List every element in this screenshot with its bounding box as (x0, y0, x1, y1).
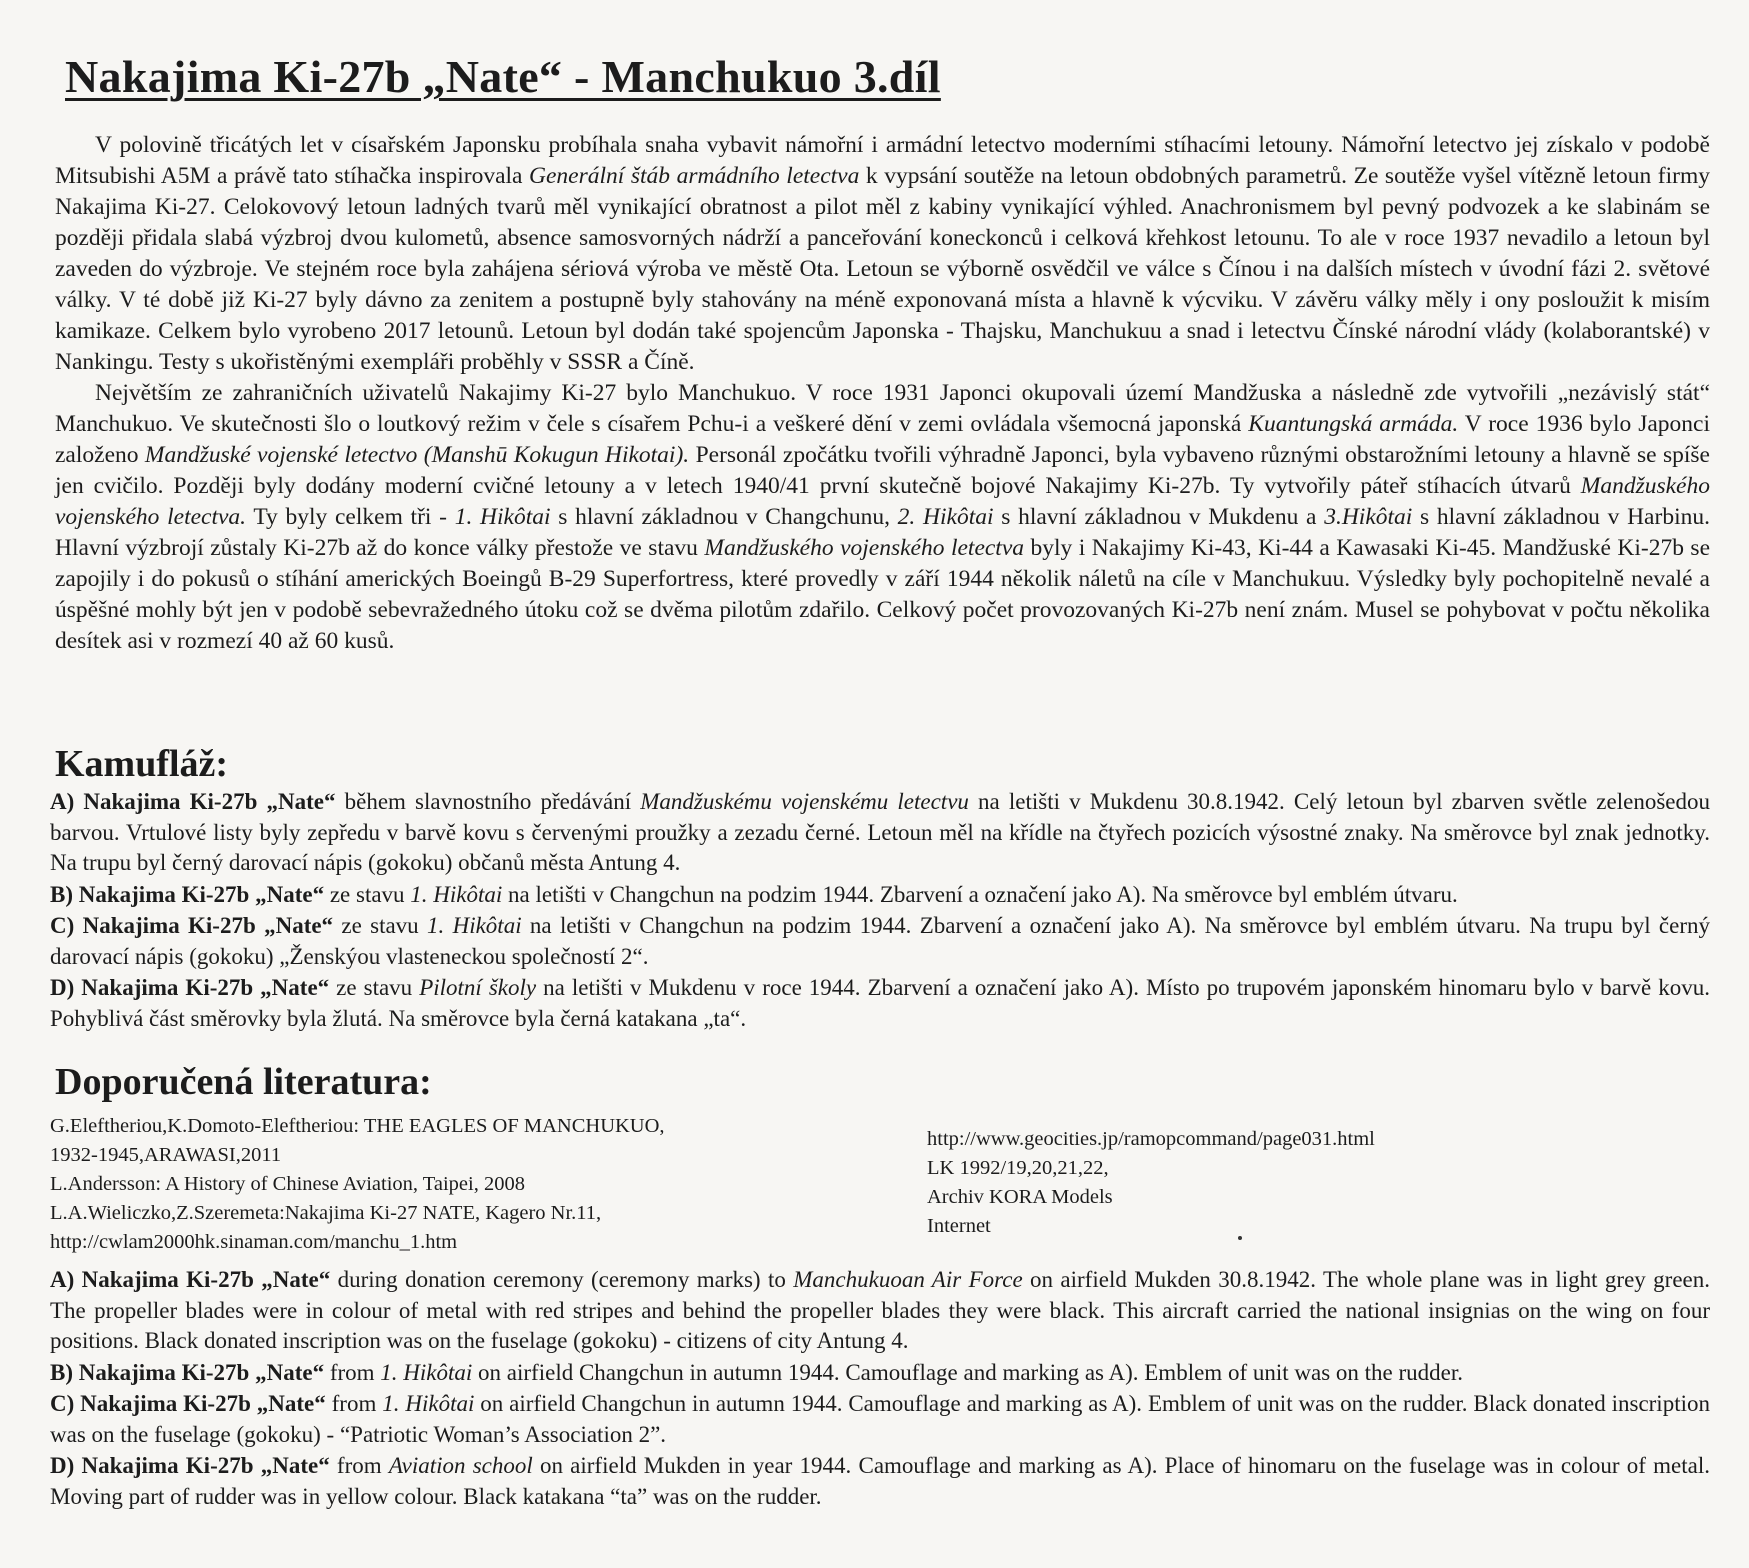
literature-entry: L.Andersson: A History of Chinese Aviation, Taipei, 2008 (50, 1173, 525, 1195)
literature-entry: http://www.geocities.jp/ramopcommand/page031.html (927, 1128, 1375, 1150)
camouflage-item-a: A) Nakajima Ki-27b „Nate“ během slavnostního předávání Mandžuskému vojenskému letectvu na letišti v Mukdenu 30.8.1942. Celý letoun byl zbarven světle zelenošedou barvou. Vrtulové listy byly zepředu v barvě kovu s červenými proužky a zezadu černé. Letoun měl na křídle na čtyřech pozicích výsostné znaky. Na směrovce byl znak jednotky. Na trupu byl černý darovací nápis (gokoku) občanů města Antung 4. (50, 789, 1710, 875)
literature-entry: G.Eleftheriou,K.Domoto-Eleftheriou: THE EAGLES OF MANCHUKUO, (50, 1115, 665, 1137)
camouflage-item-c: C) Nakajima Ki-27b „Nate“ ze stavu 1. Hikôtai na letišti v Changchun na podzim 1944. Zbarvení a označení jako A). Na směrovce byl emblém útvaru. Na trupu byl černý darovací nápis (gokoku) „Ženskýou vlasteneckou společností 2“. (50, 913, 1710, 969)
scan-speck (1238, 1236, 1242, 1240)
camouflage-list (50, 787, 1710, 1035)
intro-paragraph-1: V polovině třicátých let v císařském Japonsku probíhala snaha vybavit námořní i armádní letectvo moderními stíhacími letouny. Námořní letectvo jej získalo v podobě Mitsubishi A5M a právě tato stíhačka inspirovala Generální štáb armádního letectva k vypsání soutěže na letoun obdobných parametrů. Ze soutěže vyšel vítězně letoun firmy Nakajima Ki-27. Celokovový letoun ladných tvarů měl vynikající obratnost a pilot měl z kabiny vynikající výhled. Anachronismem byl pevný podvozek a ke slabinám se později přidala slabá výzbroj dvou kulometů, absence samosvorných nádrží a panceřování koneckonců i celková křehkost letounu. To ale v roce 1937 nevadilo a letoun byl zaveden do výzbroje. Ve stejném roce byla zahájena sériová výroba ve městě Ota. Letoun se výborně osvědčil ve válce s Čínou i na dalších místech v úvodní fázi 2. světové války. V té době již Ki-27 byly dávno za zenitem a postupně byly stahovány na méně exponovaná místa a hlavně k výcviku. V závěru války měly i ony posloužit k misím kamikaze. Celkem bylo vyrobeno 2017 letounů. Letoun byl dodán také spojencům Japonska - Thajsku, Manchukuu a snad i letectvu Čínské národní vlády (kolaborantské) v Nankingu. Testy s ukořistěnými exempláři proběhly v SSSR a Číně. (55, 132, 1711, 375)
camouflage-item-d: D) Nakajima Ki-27b „Nate“ ze stavu Pilotní školy na letišti v Mukdenu v roce 1944. Zbarvení a označení jako A). Místo po trupovém japonském hinomaru bylo v barvě kovu. Pohyblivá část směrovky byla žlutá. Na směrovce byla černá katakana „ta“. (50, 975, 1710, 1031)
english-item-c: C) Nakajima Ki-27b „Nate“ from 1. Hikôtai on airfield Changchun in autumn 1944. Camouflage and marking as A). Emblem of unit was on the rudder. Black donated inscription was on the fuselage (gokoku) - “Patriotic Woman’s Association 2”. (50, 1391, 1710, 1447)
literature-entry: LK 1992/19,20,21,22, (927, 1157, 1109, 1179)
document-title: Nakajima Ki-27b „Nate“ - Manchukuo 3.díl (65, 51, 941, 102)
literature-heading: Doporučená literatura: (55, 1061, 432, 1103)
intro-paragraph-2: Největším ze zahraničních uživatelů Nakajimy Ki-27 bylo Manchukuo. V roce 1931 Japonci okupovali území Mandžuska a následně zde vytvořili „nezávislý stát“ Manchukuo. Ve skutečnosti šlo o loutkový režim v čele s císařem Pchu-i a veškeré dění v zemi ovládala všemocná japonská Kuantungská armáda. V roce 1936 bylo Japonci založeno Mandžuské vojenské letectvo (Manshū Kokugun Hikotai). Personál zpočátku tvořili výhradně Japonci, byla vybaveno různými obstarožními letouny a hlavně se spíše jen cvičilo. Později byly dodány moderní cvičné letouny a v letech 1940/41 první skutečně bojové Nakajimy Ki-27b. Ty vytvořily páteř stíhacích útvarů Mandžuského vojenského letectva. Ty byly celkem tři - 1. Hikôtai s hlavní základnou v Changchunu, 2. Hikôtai s hlavní základnou v Mukdenu a 3.Hikôtai s hlavní základnou v Harbinu. Hlavní výzbrojí zůstaly Ki-27b až do konce války přestože ve stavu Mandžuského vojenského letectva byly i Nakajimy Ki-43, Ki-44 a Kawasaki Ki-45. Mandžuské Ki-27b se zapojily i do pokusů o stíhání amerických Boeingů B-29 Superfortress, které provedly v září 1944 několik náletů na cíle v Manchukuu. Výsledky byly pochopitelně nevalé a úspěšné mohly být jen v podobě sebevražedného útoku což se dvěma pilotům zdařilo. Celkový počet provozovaných Ki-27b není znám. Musel se pohybovat v počtu několika desítek asi v rozmezí 40 až 60 kusů. (55, 380, 1711, 654)
literature-list-left (50, 1112, 800, 1257)
literature-entry: http://cwlam2000hk.sinaman.com/manchu_1.htm (50, 1231, 458, 1253)
camouflage-item-b: B) Nakajima Ki-27b „Nate“ ze stavu 1. Hikôtai na letišti v Changchun na podzim 1944. Zbarvení a označení jako A). Na směrovce byl emblém útvaru. (50, 881, 1458, 907)
english-item-a: A) Nakajima Ki-27b „Nate“ during donation ceremony (ceremony marks) to Manchukuoan Air Force on airfield Mukden 30.8.1942. The whole plane was in light grey green. The propeller blades were in colour of metal with red stripes and behind the propeller blades they were black. This aircraft carried the national insignias on the wing on four positions. Black donated inscription was on the fuselage (gokoku) - citizens of city Antung 4. (50, 1267, 1710, 1353)
english-item-b: B) Nakajima Ki-27b „Nate“ from 1. Hikôtai on airfield Changchun in autumn 1944. Camouflage and marking as A). Emblem of unit was on the rudder. (50, 1359, 1464, 1385)
english-item-d: D) Nakajima Ki-27b „Nate“ from Aviation school on airfield Mukden in year 1944. Camouflage and marking as A). Place of hinomaru on the fuselage was in colour of metal. Moving part of rudder was in yellow colour. Black katakana “ta” was on the rudder. (50, 1453, 1710, 1509)
literature-entry: Internet (927, 1215, 991, 1237)
english-camouflage-list (50, 1265, 1710, 1513)
literature-list-right (927, 1125, 1527, 1241)
literature-entry: L.A.Wieliczko,Z.Szeremeta:Nakajima Ki-27 NATE, Kagero Nr.11, (50, 1202, 602, 1224)
intro-section (55, 130, 1710, 657)
literature-entry: Archiv KORA Models (927, 1186, 1113, 1208)
camouflage-heading: Kamufláž: (55, 743, 229, 785)
literature-entry: 1932-1945,ARAWASI,2011 (50, 1144, 282, 1166)
